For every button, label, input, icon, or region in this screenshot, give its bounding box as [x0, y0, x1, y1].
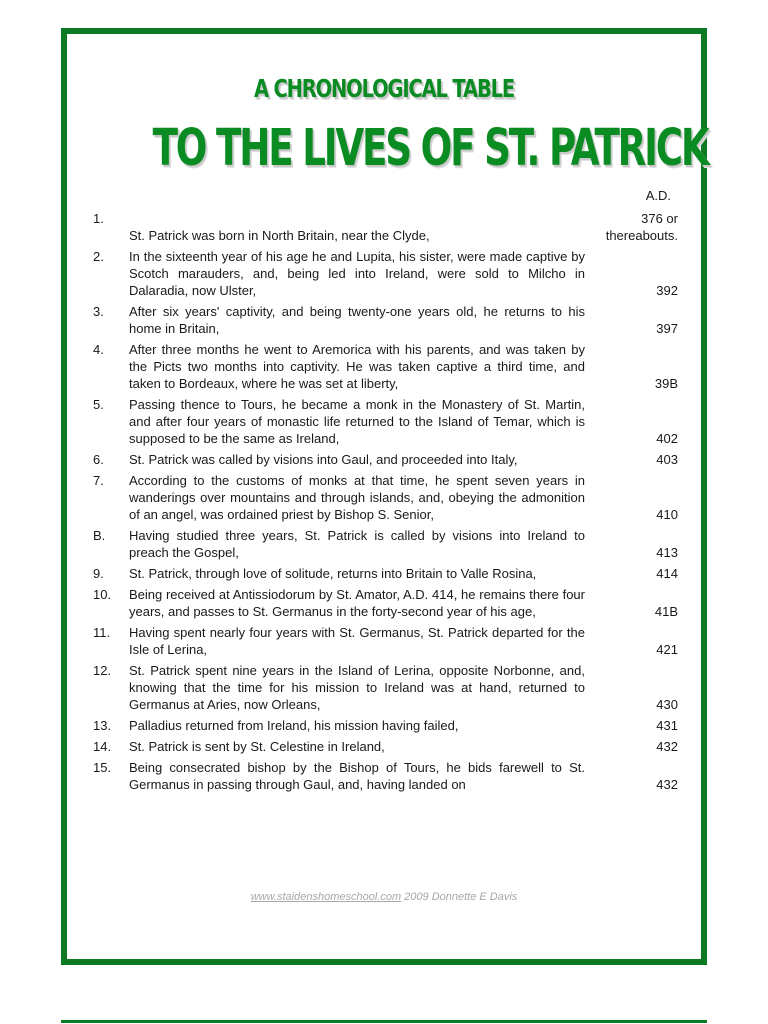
entry-year: 430: [656, 697, 678, 712]
list-item: [93, 662, 678, 713]
chronology-list: [93, 210, 678, 797]
list-item: [93, 210, 678, 244]
title-line-1: A CHRONOLOGICAL TABLE: [253, 74, 515, 103]
website-link[interactable]: www.staidenshomeschool.com: [250, 891, 402, 903]
entry-number: B.: [93, 528, 106, 543]
entry-year: 414: [656, 566, 678, 581]
entry-number: 14.: [93, 739, 112, 754]
entry-year: 402: [656, 431, 678, 446]
entry-year: 413: [656, 545, 678, 560]
entry-number: 7.: [93, 473, 104, 488]
entry-number: 13.: [93, 718, 112, 733]
entry-text: According to the customs of monks at that time, he spent seven years in wanderings over mountains and through islands, and, obeying the admonition of an angel, was ordained priest by Bishop S. Senior,: [129, 473, 585, 522]
entry-text: St. Patrick is sent by St. Celestine in Ireland,: [129, 739, 385, 754]
entry-number: 5.: [93, 397, 104, 412]
entry-year: 410: [656, 507, 678, 522]
entry-year: 432: [656, 777, 678, 792]
entry-text: After three months he went to Aremorica with his parents, and was taken by the Picts two months into captivity. He was taken captive a third time, and taken to Bordeaux, where he was set at liberty,: [129, 342, 585, 391]
entry-text: Having spent nearly four years with St. Germanus, St. Patrick departed for the Isle of Lerina,: [129, 625, 585, 657]
list-item: [93, 341, 678, 392]
list-item: [93, 396, 678, 447]
copyright-text: 2009 Donnette E Davis: [401, 891, 518, 903]
list-item: [93, 303, 678, 337]
entry-year: 432: [656, 739, 678, 754]
list-item: [93, 586, 678, 620]
entry-text: Passing thence to Tours, he became a monk in the Monastery of St. Martin, and after four years of monastic life returned to the Island of Temar, which is supposed to be the same as Ireland,: [129, 397, 585, 446]
entry-number: 2.: [93, 249, 104, 264]
list-item: [93, 759, 678, 793]
ad-column-header: A.D.: [645, 188, 671, 203]
page-frame: [61, 28, 707, 965]
entry-year: 376 or thereabouts.: [605, 211, 678, 243]
list-item: [93, 624, 678, 658]
bottom-rule: [61, 1020, 707, 1023]
list-item: [93, 738, 678, 755]
entry-number: 10.: [93, 587, 112, 602]
entry-text: After six years' captivity, and being twenty-one years old, he returns to his home in Britain,: [129, 304, 585, 336]
entry-year: 403: [656, 452, 678, 467]
entry-number: 15.: [93, 760, 112, 775]
footer-credit: [67, 891, 701, 903]
entry-number: 4.: [93, 342, 104, 357]
entry-number: 3.: [93, 304, 104, 319]
list-item: [93, 717, 678, 734]
entry-text: Being consecrated bishop by the Bishop of Tours, he bids farewell to St. Germanus in passing through Gaul, and, having landed on: [129, 760, 585, 792]
title-line-2: TO THE LIVES OF ST. PATRICK: [152, 119, 708, 178]
entry-year: 392: [656, 283, 678, 298]
entry-text: St. Patrick was born in North Britain, near the Clyde,: [129, 228, 430, 243]
entry-number: 11.: [93, 625, 111, 640]
entry-number: 9.: [93, 566, 104, 581]
entry-number: 6.: [93, 452, 104, 467]
entry-year: 421: [656, 642, 678, 657]
entry-year: 431: [656, 718, 678, 733]
entry-text: Having studied three years, St. Patrick is called by visions into Ireland to preach the Gospel,: [129, 528, 585, 560]
list-item: [93, 248, 678, 299]
entry-text: Being received at Antissiodorum by St. Amator, A.D. 414, he remains there four years, and passes to St. Germanus in the forty-second year of his age,: [129, 587, 585, 619]
entry-text: St. Patrick, through love of solitude, returns into Britain to Valle Rosina,: [129, 566, 537, 581]
entry-text: In the sixteenth year of his age he and Lupita, his sister, were made captive by Scotch marauders, and, being led into Ireland, were sold to Milcho in Dalaradia, now Ulster,: [129, 249, 585, 298]
list-item: [93, 451, 678, 468]
entry-text: St. Patrick spent nine years in the Island of Lerina, opposite Norbonne, and, knowing that the time for his mission to Ireland was at hand, returned to Germanus at Aries, now Orleans,: [129, 663, 585, 712]
list-item: [93, 565, 678, 582]
entry-number: 12.: [93, 663, 112, 678]
entry-year: 397: [656, 321, 678, 336]
entry-number: 1.: [93, 211, 104, 226]
entry-year: 39B: [654, 376, 678, 391]
list-item: [93, 527, 678, 561]
entry-year: 41B: [654, 604, 678, 619]
entry-text: St. Patrick was called by visions into Gaul, and proceeded into Italy,: [129, 452, 518, 467]
list-item: [93, 472, 678, 523]
entry-text: Palladius returned from Ireland, his mission having failed,: [129, 718, 459, 733]
